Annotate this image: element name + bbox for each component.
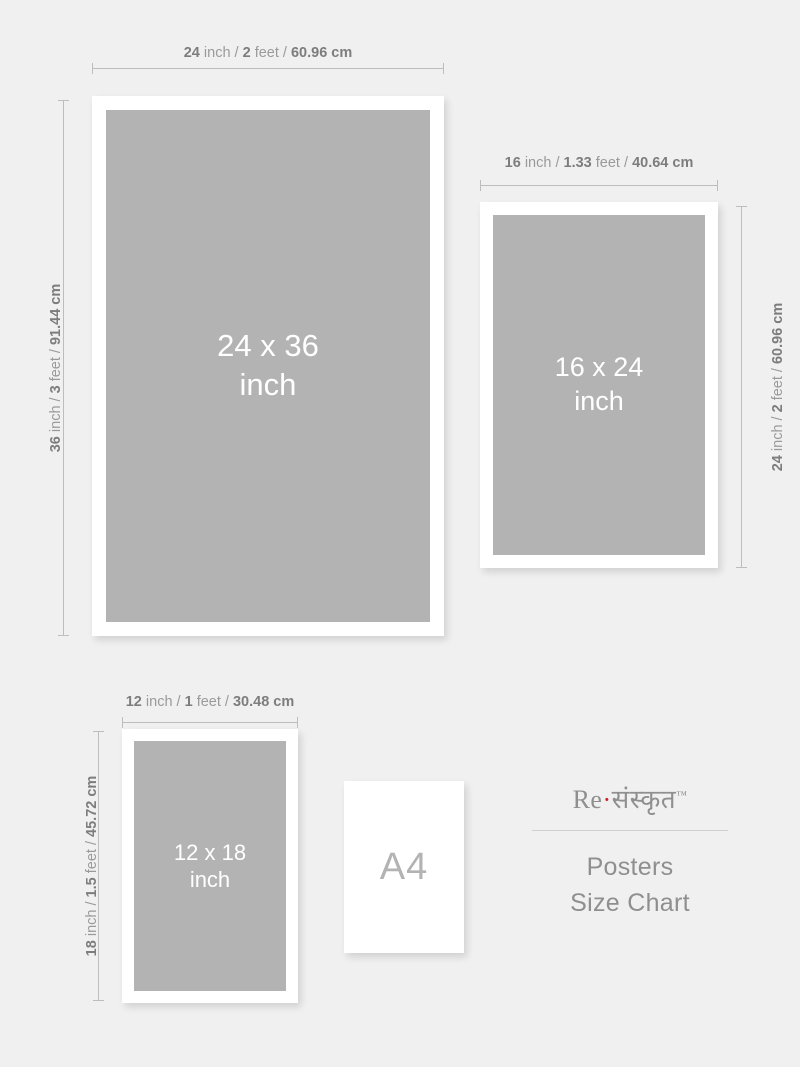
dimension-label-height-24x36 bbox=[48, 100, 64, 636]
dim-value: 91.44 cm bbox=[48, 283, 64, 346]
dimension-label-height-16x24 bbox=[770, 206, 786, 568]
brand-logo-dot: · bbox=[602, 785, 612, 814]
dim-unit: feet / bbox=[192, 694, 233, 710]
dimension-label-width-12x18 bbox=[90, 694, 330, 710]
dimension-label-width-16x24 bbox=[460, 155, 738, 171]
dim-value: 60.96 cm bbox=[290, 45, 353, 61]
dim-unit: inch / bbox=[770, 412, 786, 456]
brand-logo-prefix: Re bbox=[572, 785, 603, 814]
dim-unit: feet / bbox=[84, 836, 100, 878]
poster-label-24x36-line1: 24 x 36 bbox=[217, 328, 319, 364]
dimension-line-width-16x24 bbox=[480, 185, 718, 186]
brand-block bbox=[505, 780, 755, 922]
poster-frame-24x36[interactable] bbox=[92, 96, 444, 636]
brand-logo-tm: ™ bbox=[676, 789, 688, 802]
dimension-label-height-12x18 bbox=[84, 731, 100, 1001]
dim-value: 1 bbox=[184, 694, 193, 710]
dimension-line-width-12x18 bbox=[122, 722, 298, 723]
dim-unit: inch / bbox=[84, 897, 100, 941]
poster-label-16x24-line1: 16 x 24 bbox=[554, 352, 644, 383]
dim-value: 18 bbox=[84, 940, 100, 957]
dim-value: 24 bbox=[183, 45, 200, 61]
dim-value: 2 bbox=[242, 45, 251, 61]
dim-unit: feet / bbox=[770, 364, 786, 405]
dim-value: 1.5 bbox=[84, 877, 100, 898]
poster-mat-24x36 bbox=[106, 110, 430, 622]
dim-unit: inch / bbox=[48, 393, 64, 437]
dim-value: 60.96 cm bbox=[770, 302, 786, 365]
dim-value: 36 bbox=[48, 436, 64, 453]
brand-divider bbox=[532, 830, 728, 831]
poster-label-16x24-line2: inch bbox=[574, 386, 624, 416]
poster-label-12x18-line2: inch bbox=[189, 867, 231, 892]
brand-title-line1: Posters bbox=[586, 853, 674, 881]
poster-mat-16x24 bbox=[493, 215, 705, 555]
brand-title-line2: Size Chart bbox=[570, 889, 690, 918]
dim-value: 30.48 cm bbox=[232, 694, 295, 710]
dim-value: 12 bbox=[125, 694, 142, 710]
dim-value: 2 bbox=[770, 404, 786, 413]
dim-unit: feet / bbox=[591, 155, 633, 171]
dim-value: 24 bbox=[770, 455, 786, 472]
dim-value: 40.64 cm bbox=[632, 155, 694, 171]
poster-frame-12x18[interactable] bbox=[122, 729, 298, 1003]
dim-unit: inch / bbox=[141, 694, 185, 710]
dim-value: 3 bbox=[48, 385, 64, 394]
dim-value: 16 bbox=[504, 155, 521, 171]
dim-value: 45.72 cm bbox=[84, 775, 100, 837]
dim-unit: inch / bbox=[199, 45, 243, 61]
poster-mat-12x18 bbox=[134, 741, 286, 991]
poster-frame-16x24[interactable] bbox=[480, 202, 718, 568]
dimension-line-height-16x24 bbox=[741, 206, 742, 568]
dim-unit: feet / bbox=[48, 345, 64, 386]
poster-frame-a4[interactable] bbox=[344, 781, 464, 953]
dimension-label-width-24x36 bbox=[92, 45, 444, 61]
brand-logo bbox=[573, 780, 688, 816]
dimension-line-width-24x36 bbox=[92, 68, 444, 69]
poster-label-a4: A4 bbox=[379, 845, 429, 888]
brand-logo-main: संस्कृत bbox=[611, 785, 677, 814]
dim-unit: inch / bbox=[520, 155, 564, 171]
poster-label-12x18-line1: 12 x 18 bbox=[173, 839, 247, 865]
poster-label-24x36-line2: inch bbox=[239, 367, 297, 402]
dim-value: 1.33 bbox=[563, 155, 592, 171]
dim-unit: feet / bbox=[250, 45, 291, 61]
